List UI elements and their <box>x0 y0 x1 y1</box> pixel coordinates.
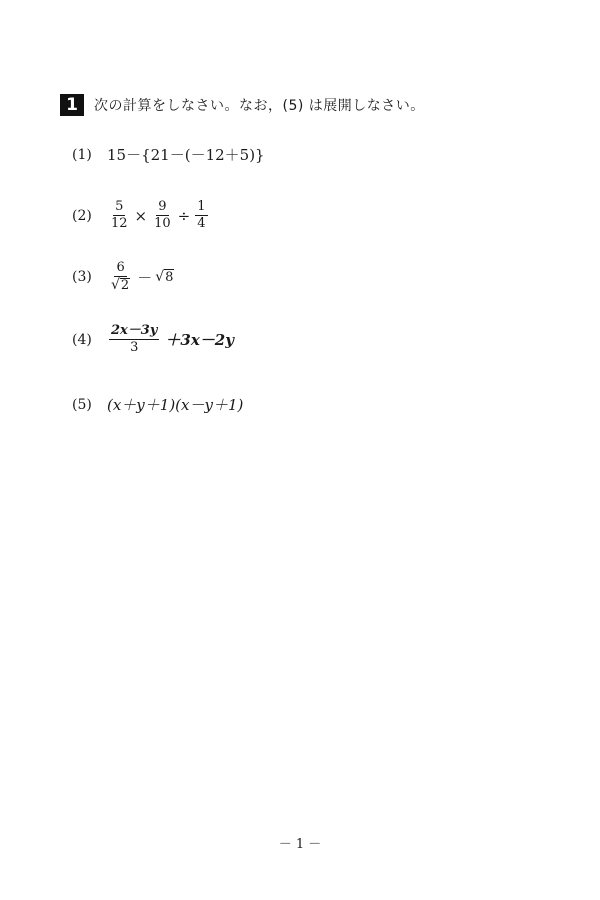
expression-tail: ＋3x－2y <box>165 331 234 350</box>
question-header <box>60 94 425 116</box>
radicand: 8 <box>165 270 174 286</box>
fraction <box>109 200 130 232</box>
fraction <box>109 261 132 294</box>
fraction-denominator: 10 <box>154 216 171 232</box>
problem-label: (5) <box>72 396 92 413</box>
problem-label: (2) <box>72 207 92 224</box>
problem-5 <box>72 394 243 415</box>
problem-3 <box>72 261 174 294</box>
page-number: － 1 － <box>278 837 322 852</box>
problem-1 <box>72 144 265 165</box>
fraction-numerator: 2x－3y <box>109 324 159 340</box>
operator: × <box>134 206 148 225</box>
fraction <box>152 200 173 232</box>
question-instruction: 次の計算をしなさい。なお，(5) は展開しなさい。 <box>94 98 425 114</box>
fraction-denominator <box>109 277 132 293</box>
problem-expression: 15－{21－(－12＋5)} <box>107 146 265 164</box>
problem-label: (1) <box>72 146 92 163</box>
operator: － <box>137 268 153 287</box>
square-root <box>111 278 130 293</box>
fraction-denominator: 3 <box>130 340 139 356</box>
problem-expression: (x＋y＋1)(x－y＋1) <box>107 396 244 414</box>
radical-sign-icon: √ <box>155 269 165 286</box>
radicand: 2 <box>120 278 130 294</box>
problem-label: (3) <box>72 269 92 286</box>
fraction-numerator: 9 <box>156 200 168 216</box>
problem-4 <box>72 324 234 356</box>
question-number-badge: 1 <box>60 94 84 116</box>
fraction-numerator: 1 <box>195 200 207 216</box>
operator: ÷ <box>177 206 191 225</box>
fraction-numerator: 5 <box>113 200 125 216</box>
square-root <box>155 269 174 285</box>
fraction <box>109 324 159 356</box>
fraction <box>195 200 207 232</box>
radical-sign-icon: √ <box>111 277 120 294</box>
fraction-numerator: 6 <box>114 261 126 277</box>
problem-label: (4) <box>72 331 92 348</box>
problem-2 <box>72 200 210 232</box>
fraction-denominator: 4 <box>197 216 206 232</box>
fraction-denominator: 12 <box>111 216 128 232</box>
